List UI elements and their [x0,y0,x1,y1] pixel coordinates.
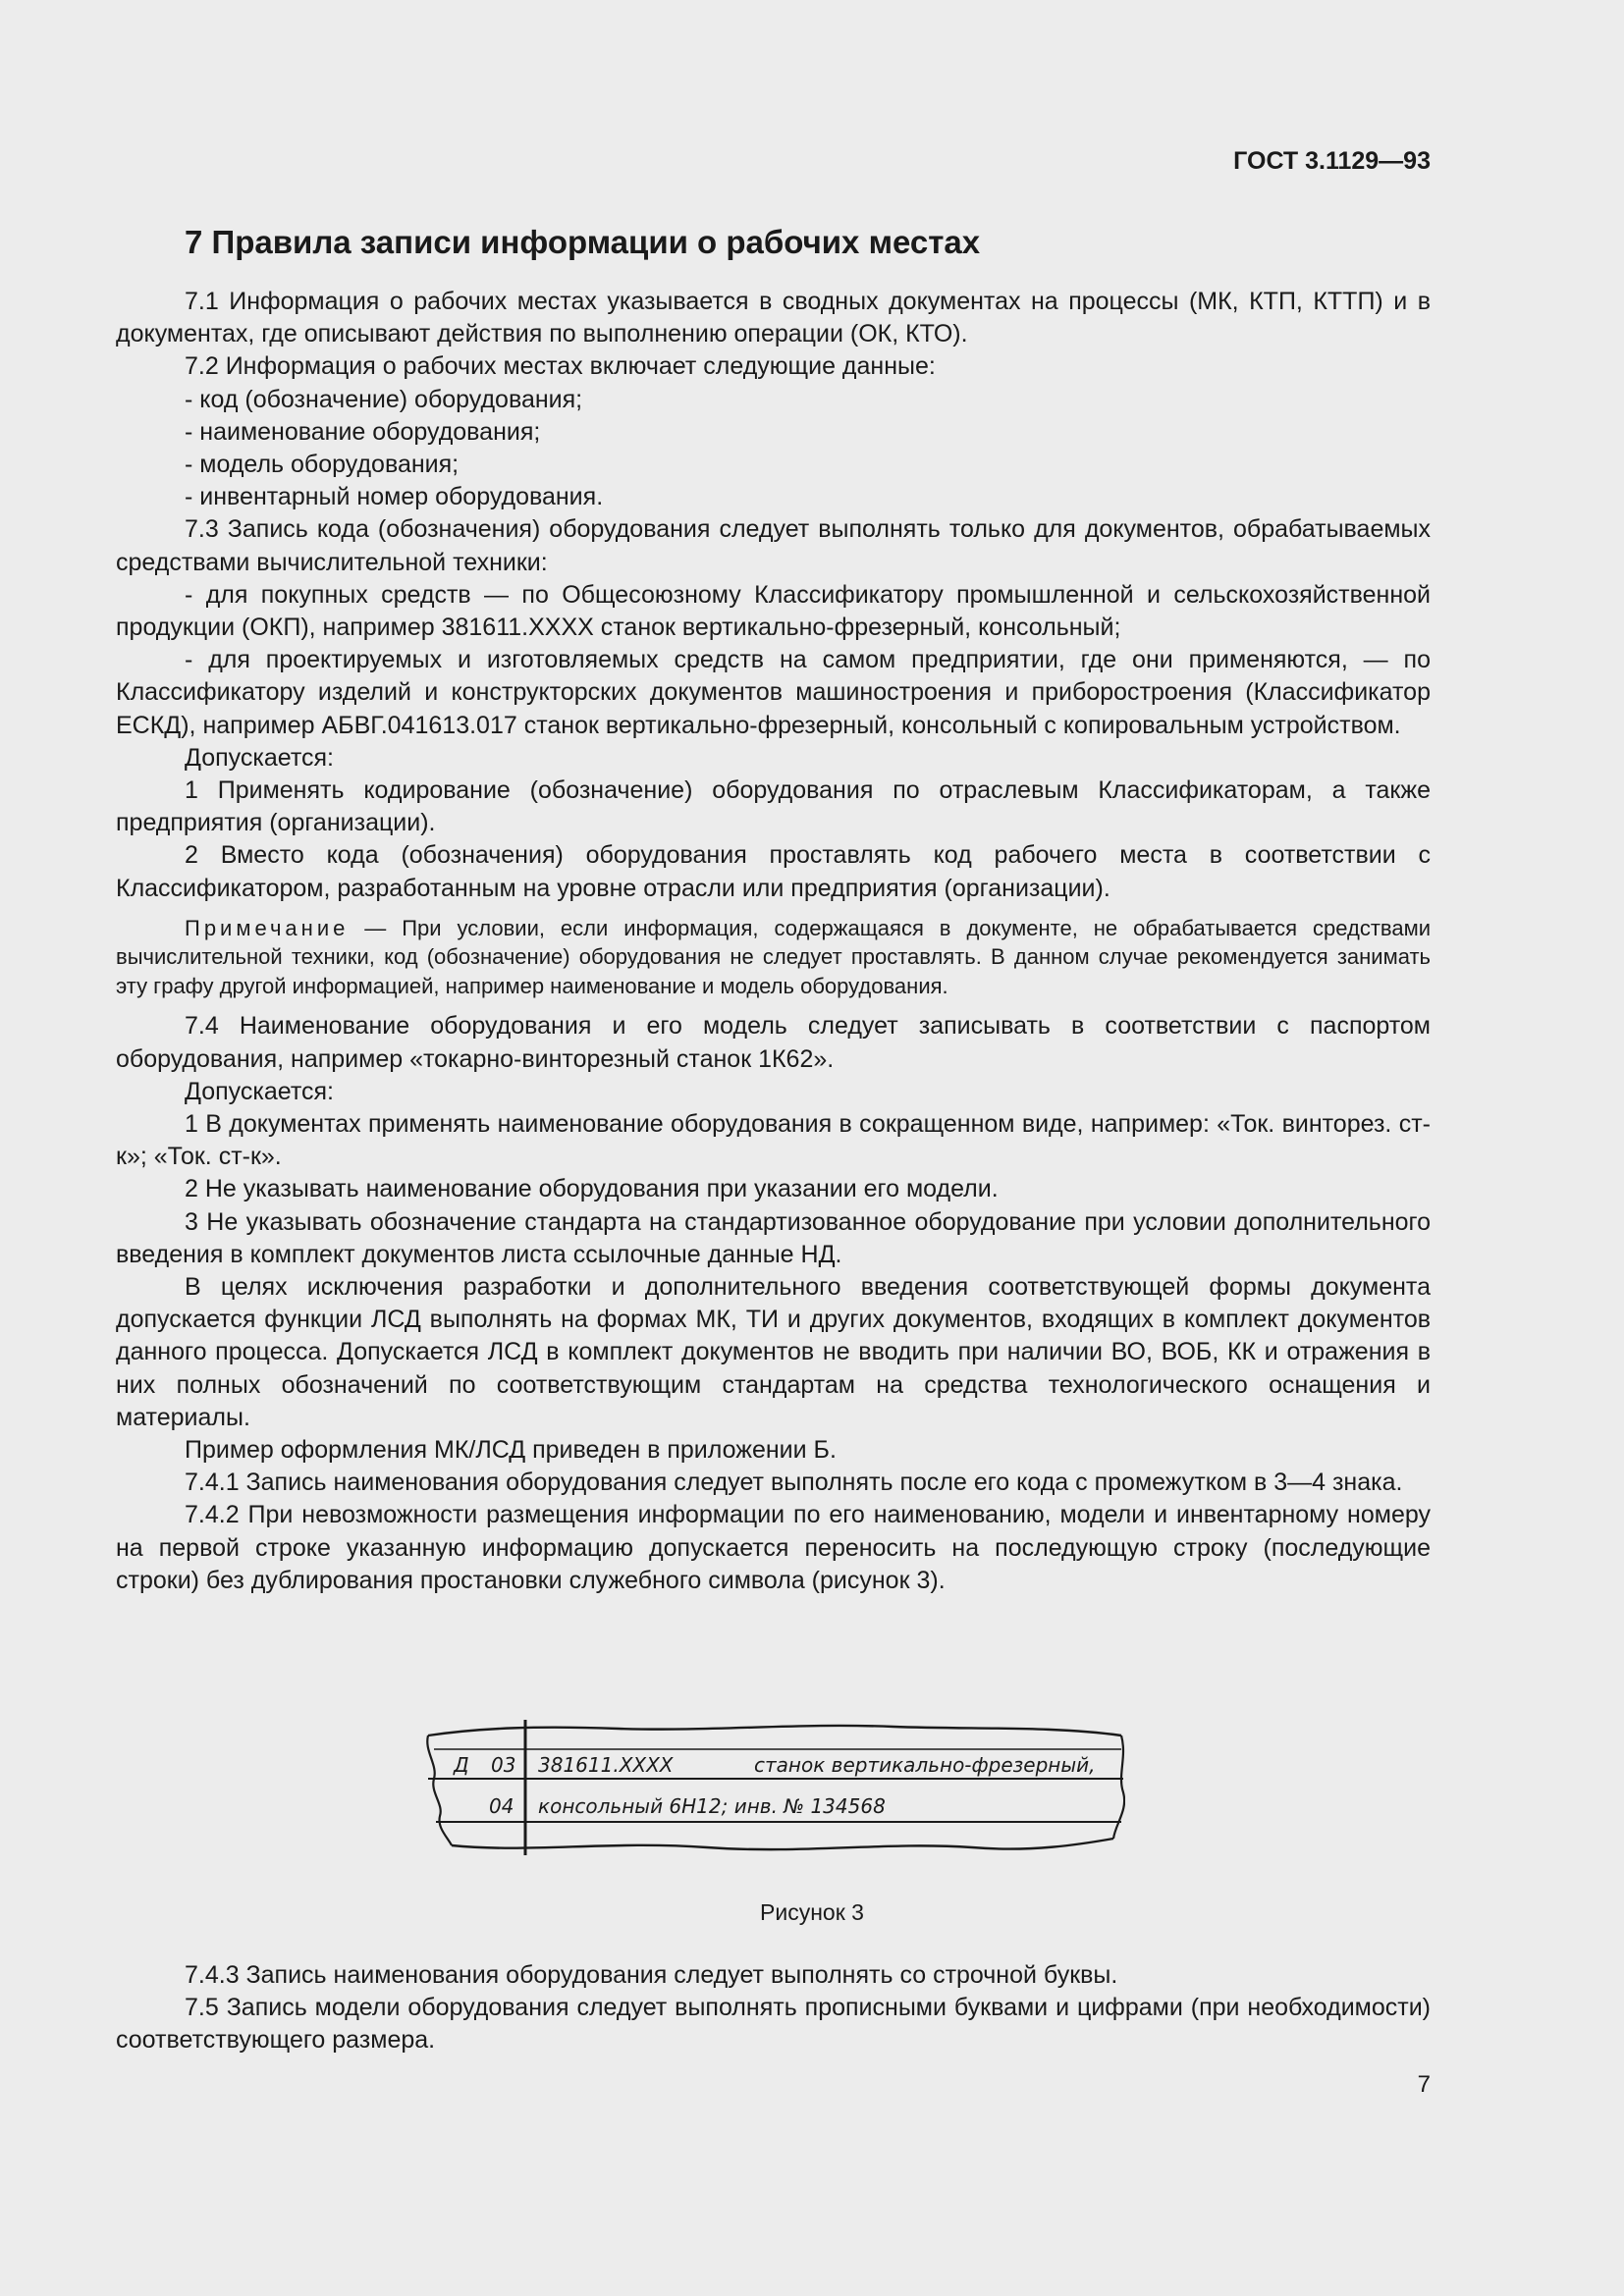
figure-3 [422,1716,1125,1863]
allowed-label: Допускается: [185,743,334,772]
paragraph-7-4-example: Пример оформления МК/ЛСД приведен в приложении Б. [185,1436,837,1464]
section-body-continued [116,1959,1431,2057]
figure-line-no: 04 [489,1794,514,1818]
list-item: - инвентарный номер оборудования. [185,483,604,511]
paragraph-7-3-b: - для проектируемых и изготовляемых средств на самом предприятии, где они применяются, — по Классификатору изделий и конструкторских документов машиностроения и приборостроения (Классификатор ЕСКД), например АБВГ.041613.017 станок вертикально-фрезерный, консольный с копировальным устройством. [116,646,1431,739]
paragraph-7-2: 7.2 Информация о рабочих местах включает следующие данные: [185,352,936,381]
paragraph-7-4-allow-2: 2 Не указывать наименование оборудования при указании его модели. [185,1175,999,1203]
paragraph-7-4-2: 7.4.2 При невозможности размещения информации по его наименованию, модели и инвентарному номеру на первой строке указанную информацию допускается переносить на последующую строку (последующие строки) без дублирования простановки служебного символа (рисунок 3). [116,1501,1431,1594]
figure-symbol: Д [454,1753,469,1777]
paragraph-7-4-allow-1: 1 В документах применять наименование оборудования в сокращенном виде, например: «Ток. винторез. ст-к»; «Ток. ст-к». [116,1109,1431,1171]
note [116,914,1431,1001]
allowed-label: Допускается: [185,1077,334,1105]
paragraph-7-4-lsd: В целях исключения разработки и дополнительного введения соответствующей формы документа допускается функции ЛСД выполнять на формах МК, ТИ и других документов, входящих в комплект документов данного процесса. Допускается ЛСД в комплект документов не вводить при наличии ВО, ВОБ, КК и отражения в них полных обозначений по соответствующим стандартам на средства технологического оснащения и материалы. [116,1272,1431,1431]
figure-caption: Рисунок 3 [760,1899,864,1925]
figure-row2-text: консольный 6Н12; инв. № 134568 [538,1794,886,1818]
figure-top-edge [428,1726,1121,1735]
section-heading: 7 Правила записи информации о рабочих местах [185,224,981,260]
note-text: — При условии, если информация, содержащаяся в документе, не обрабатывается средствами вычислительной техники, код (обозначение) оборудования не следует проставлять. В данном случае рекомендуется занимать эту графу другой информацией, например наименование и модель оборудования. [116,915,1431,998]
paragraph-7-3-allow-1: 1 Применять кодирование (обозначение) оборудования по отраслевым Классификаторам, а также предприятия (организации). [116,776,1431,837]
paragraph-7-5: 7.5 Запись модели оборудования следует выполнять прописными буквами и цифрами (при необходимости) соответствующего размера. [116,1994,1431,2055]
figure-bottom-edge [452,1839,1113,1849]
paragraph-7-4-1: 7.4.1 Запись наименования оборудования следует выполнять после его кода с промежутком в 3—4 знака. [185,1468,1403,1497]
standard-code: ГОСТ 3.1129—93 [1233,147,1431,175]
paragraph-7-3-a: - для покупных средств — по Общесоюзному Классификатору промышленной и сельскохозяйственной продукции (ОКП), например 381611.XXXX станок вертикально-фрезерный, консольный; [116,580,1431,642]
paragraph-7-4-3: 7.4.3 Запись наименования оборудования следует выполнять со строчной буквы. [185,1961,1118,1989]
list-item: - модель оборудования; [185,451,460,479]
list-item: - наименование оборудования; [185,417,541,446]
paragraph-7-3: 7.3 Запись кода (обозначения) оборудования следует выполнять только для документов, обрабатываемых средствами вычислительной техники: [116,515,1431,576]
figure-row1-text: станок вертикально-фрезерный, [754,1753,1096,1777]
page-number: 7 [1417,2071,1431,2098]
figure-left-edge [427,1735,452,1845]
list-item: - код (обозначение) оборудования; [185,385,583,413]
figure-right-edge [1113,1735,1124,1839]
paragraph-7-4: 7.4 Наименование оборудования и его модель следует записывать в соответствии с паспортом оборудования, например «токарно-винторезный станок 1К62». [116,1012,1431,1073]
paragraph-7-4-allow-3: 3 Не указывать обозначение стандарта на стандартизованное оборудование при условии дополнительного введения в комплект документов листа ссылочные данные НД. [116,1207,1431,1268]
figure-code: 381611.XXXX [538,1753,674,1777]
paragraph-7-3-allow-2: 2 Вместо кода (обозначения) оборудования проставлять код рабочего места в соответствии с Классификатором, разработанным на уровне отрасли или предприятия (организации). [116,841,1431,902]
section-body [116,286,1431,1597]
figure-line-no: 03 [491,1753,516,1777]
figure-3-drawing [422,1716,1125,1863]
note-label: Примечание [185,915,350,940]
paragraph-7-1: 7.1 Информация о рабочих местах указывается в сводных документах на процессы (МК, КТП, КТТП) и в документах, где описывают действия по выполнению операции (ОК, КТО). [116,288,1431,348]
